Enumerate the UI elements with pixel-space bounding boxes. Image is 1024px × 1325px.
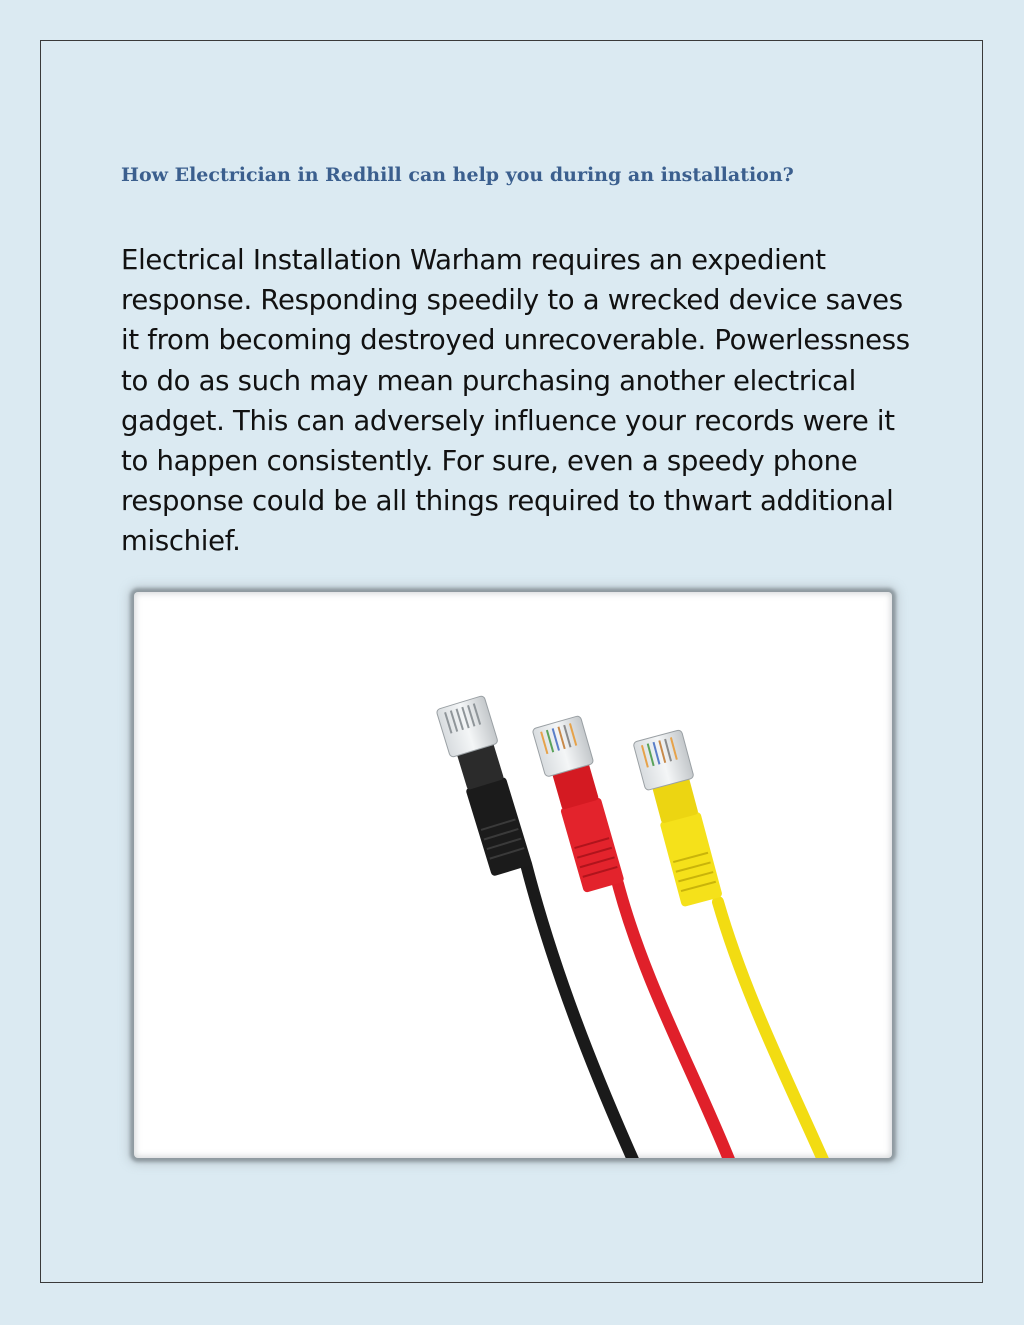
red-cable: [532, 715, 730, 1158]
page-heading: How Electrician in Redhill can help you during an installation?: [121, 164, 794, 186]
body-paragraph: Electrical Installation Warham requires an expedient response. Responding speedily to a wrecked device saves it from becoming destroyed unrecoverable. Powerlessness to do as such may mean purchasing another electrical gadget. This can adversely influence your records were it to happen consistently. For sure, even a speedy phone response could be all things required to thwart additional mischief.: [121, 244, 910, 558]
black-cable: [436, 695, 634, 1158]
yellow-cable: [633, 729, 824, 1158]
ethernet-cables-photo: [134, 592, 892, 1158]
